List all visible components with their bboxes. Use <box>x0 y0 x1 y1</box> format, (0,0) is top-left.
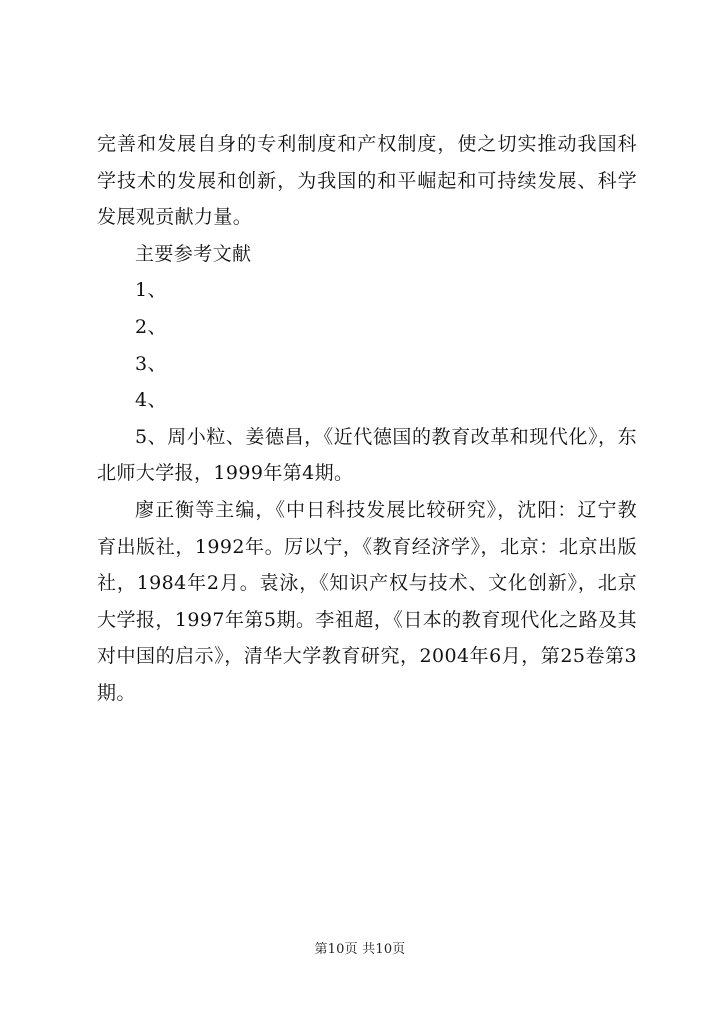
reference-item-3: 3、 <box>135 352 167 375</box>
references-heading: 主要参考文献 <box>135 242 252 265</box>
page-footer: 第10页 共10页 <box>314 942 406 957</box>
reference-item-5: 5、周小粒、姜德昌，《近代德国的教育改革和现代化》，东北师大学报，1999年第4期。 <box>97 425 637 485</box>
document-body <box>97 126 637 712</box>
reference-item-4: 4、 <box>135 389 167 412</box>
reference-item-1: 1、 <box>135 279 167 302</box>
reference-item-2: 2、 <box>135 315 167 338</box>
paragraph-conclusion: 完善和发展自身的专利制度和产权制度，使之切实推动我国科学技术的发展和创新，为我国的和平崛起和可持续发展、科学发展观贡献力量。 <box>97 133 637 229</box>
reference-item-continued: 廖正衡等主编，《中日科技发展比较研究》，沈阳：辽宁教育出版社，1992年。厉以宁，《教育经济学》，北京：北京出版社，1984年2月。袁泳，《知识产权与技术、文化创新》，北京大学报，1997年第5期。李祖超，《日本的教育现代化之路及其对中国的启示》，清华大学教育研究，2004年6月，第25卷第3期。 <box>97 498 637 704</box>
